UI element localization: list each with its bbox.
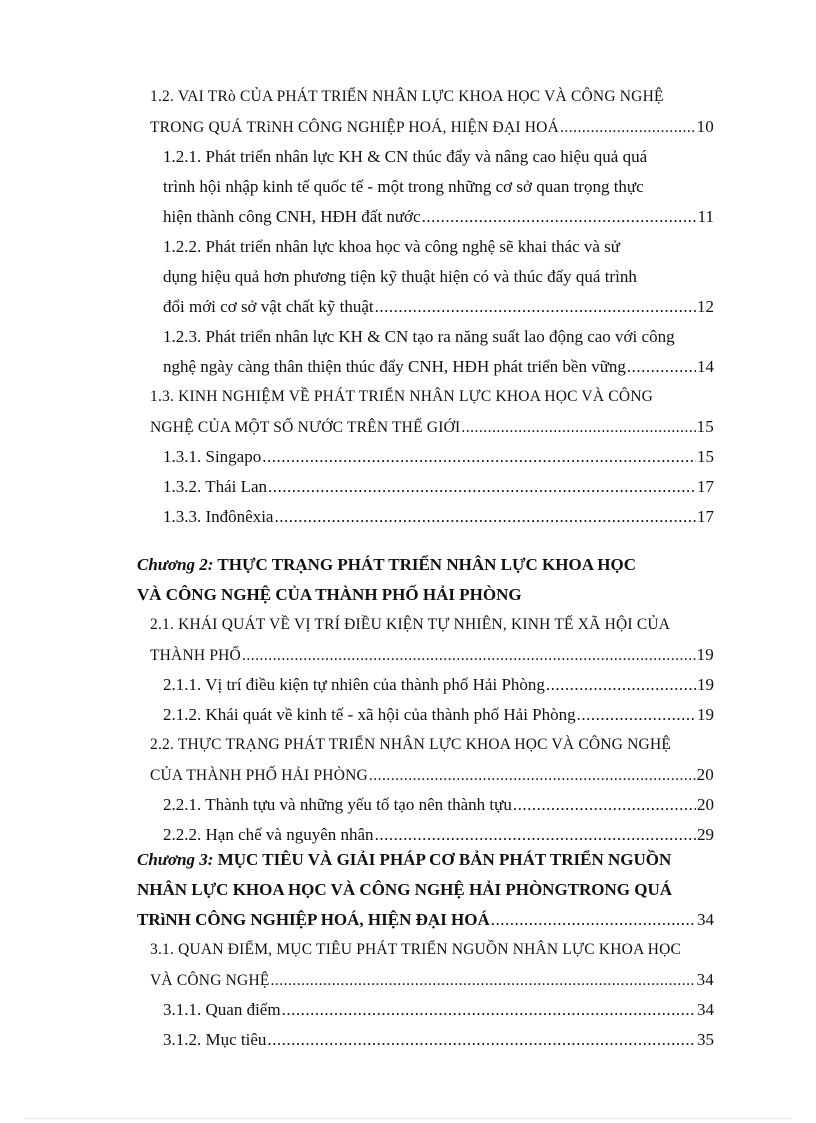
toc-text: 2.1. KHÁI QUÁT VỀ VỊ TRÍ ĐIỀU KIỆN TỰ NHIÊN, KINH TẾ XÃ HỘI CỦA (150, 616, 671, 633)
toc-text: hiện thành công CNH, HĐH đất nước (163, 207, 421, 226)
toc-text: 1.2.3. Phát triển nhân lực KH & CN tạo ra năng suất lao động cao với công (163, 327, 675, 346)
toc-entry-line (163, 322, 714, 352)
toc-section-title (150, 382, 714, 412)
toc-text: 3.1.2. Mục tiêu (163, 1030, 267, 1049)
toc-entry[interactable] (163, 442, 714, 472)
chapter-title: THỰC TRẠNG PHÁT TRIỂN NHÂN LỰC KHOA HỌC (217, 555, 637, 574)
toc-entry-line (163, 232, 714, 262)
toc-page-number: 20 (697, 795, 714, 814)
toc-text: 3.1.1. Quan điểm (163, 1000, 281, 1019)
toc-text: 2.2.1. Thành tựu và những yếu tố tạo nên thành tựu (163, 795, 512, 814)
toc-leader (491, 905, 696, 935)
toc-leader (461, 413, 695, 442)
toc-leader (546, 670, 696, 700)
toc-page-number: 10 (696, 117, 714, 136)
toc-section-title (150, 82, 714, 112)
chapter-heading[interactable] (137, 845, 714, 875)
toc-page-number: 14 (697, 357, 714, 376)
toc-entry[interactable] (163, 670, 714, 700)
toc-text: 1.3.2. Thái Lan (163, 477, 268, 496)
toc-text: 1.3. KINH NGHIỆM VỀ PHÁT TRIỂN NHÂN LỰC KHOA HỌC VÀ CÔNG (150, 388, 654, 405)
toc-text: trình hội nhập kinh tế quốc tế - một trong những cơ sở quan trọng thực (163, 177, 644, 196)
toc-section-title (150, 935, 714, 965)
toc-entry[interactable] (137, 905, 714, 935)
chapter-title: VÀ CÔNG NGHỆ CỦA THÀNH PHỐ HẢI PHÒNG (137, 585, 522, 604)
toc-text: 2.1.2. Khái quát về kinh tế - xã hội của thành phố Hải Phòng (163, 705, 576, 724)
toc-entry[interactable] (163, 202, 714, 232)
toc-leader (274, 502, 696, 532)
toc-entry[interactable] (163, 790, 714, 820)
toc-entry[interactable] (163, 1025, 714, 1055)
toc-page-number: 19 (697, 675, 714, 694)
toc-leader (242, 641, 696, 670)
page-bottom-rule (25, 1118, 791, 1119)
toc-leader (513, 790, 696, 820)
toc-entry[interactable] (150, 760, 714, 790)
chapter-heading[interactable] (137, 550, 714, 580)
chapter-label: Chương 3: (137, 850, 214, 869)
toc-section-title (150, 730, 714, 760)
toc-leader (271, 966, 696, 995)
toc-page-number: 20 (696, 765, 714, 784)
toc-section-title (150, 610, 714, 640)
toc-text: 2.2.2. Hạn chế và nguyên nhân (163, 825, 374, 844)
toc-page-number: 29 (697, 825, 714, 844)
toc-leader (268, 472, 696, 502)
chapter-title: NHÂN LỰC KHOA HỌC VÀ CÔNG NGHỆ HẢI PHÒNGTRONG QUÁ (137, 880, 673, 899)
toc-text: THÀNH PHỐ (150, 647, 241, 664)
toc-text: đổi mới cơ sở vật chất kỹ thuật (163, 297, 374, 316)
toc-entry[interactable] (150, 965, 714, 995)
toc-text: VÀ CÔNG NGHỆ (150, 972, 270, 989)
toc-leader (627, 352, 696, 382)
toc-text: CỦA THÀNH PHỐ HẢI PHÒNG (150, 767, 368, 784)
chapter-label: Chương 2: (137, 555, 214, 574)
toc-page-number: 15 (697, 447, 714, 466)
toc-entry[interactable] (163, 292, 714, 322)
toc-text: 1.3.3. Inđônêxia (163, 507, 274, 526)
toc-leader (422, 202, 697, 232)
toc-page-number: 11 (697, 207, 714, 226)
toc-page-number: 34 (697, 1000, 714, 1019)
toc-leader (262, 442, 696, 472)
toc-page-number: 17 (697, 507, 714, 526)
toc-page-number: 19 (696, 645, 714, 664)
toc-text: TRONG QUÁ TRìNH CÔNG NGHIỆP HOÁ, HIỆN ĐẠI HOÁ (150, 119, 559, 136)
toc-text: 1.3.1. Singapo (163, 447, 262, 466)
toc-entry[interactable] (163, 995, 714, 1025)
toc-entry[interactable] (150, 112, 714, 142)
toc-text: 2.1.1. Vị trí điều kiện tự nhiên của thành phố Hải Phòng (163, 675, 545, 694)
toc-entry-line (163, 142, 714, 172)
chapter-heading-line (137, 875, 714, 905)
toc-page-number: 19 (697, 705, 714, 724)
toc-leader (282, 995, 696, 1025)
chapter-heading-line (137, 580, 714, 610)
toc-entry[interactable] (163, 502, 714, 532)
toc-page-number: 35 (697, 1030, 714, 1049)
toc-page-number: 15 (696, 417, 714, 436)
toc-text: 3.1. QUAN ĐIỂM, MỤC TIÊU PHÁT TRIỂN NGUỒN NHÂN LỰC KHOA HỌC (150, 941, 682, 958)
toc-page-number: 34 (696, 970, 714, 989)
toc-leader (267, 1025, 696, 1055)
toc-page-number: 17 (697, 477, 714, 496)
toc-leader (577, 700, 696, 730)
toc-leader (369, 761, 696, 790)
toc-entry-line (163, 262, 714, 292)
toc-text: nghệ ngày càng thân thiện thúc đẩy CNH, HĐH phát triển bền vững (163, 357, 626, 376)
toc-text: 1.2. VAI TRò CỦA PHÁT TRIỂN NHÂN LỰC KHOA HỌC VÀ CÔNG NGHỆ (150, 88, 664, 105)
toc-text: 2.2. THỰC TRẠNG PHÁT TRIỂN NHÂN LỰC KHOA HỌC VÀ CÔNG NGHỆ (150, 736, 672, 753)
toc-text: 1.2.1. Phát triển nhân lực KH & CN thúc đẩy và nâng cao hiệu quả quá (163, 147, 648, 166)
chapter-title: TRìNH CÔNG NGHIỆP HOÁ, HIỆN ĐẠI HOÁ (137, 910, 490, 929)
toc-entry[interactable] (150, 412, 714, 442)
toc-entry[interactable] (163, 352, 714, 382)
toc-entry-line (163, 172, 714, 202)
toc-text: dụng hiệu quả hơn phương tiện kỹ thuật hiện có và thúc đẩy quá trình (163, 267, 637, 286)
toc-entry[interactable] (163, 472, 714, 502)
toc-entry[interactable] (150, 640, 714, 670)
toc-page-number: 12 (697, 297, 714, 316)
chapter-title: MỤC TIÊU VÀ GIẢI PHÁP CƠ BẢN PHÁT TRIỂN NGUỒN (217, 850, 672, 869)
toc-page-number: 34 (697, 910, 714, 929)
toc-entry[interactable] (163, 700, 714, 730)
toc-leader (375, 292, 696, 322)
toc-text: 1.2.2. Phát triển nhân lực khoa học và công nghệ sẽ khai thác và sử (163, 237, 620, 256)
toc-leader (560, 113, 696, 142)
toc-text: NGHỆ CỦA MỘT SỐ NƯỚC TRÊN THẾ GIỚI (150, 419, 461, 436)
